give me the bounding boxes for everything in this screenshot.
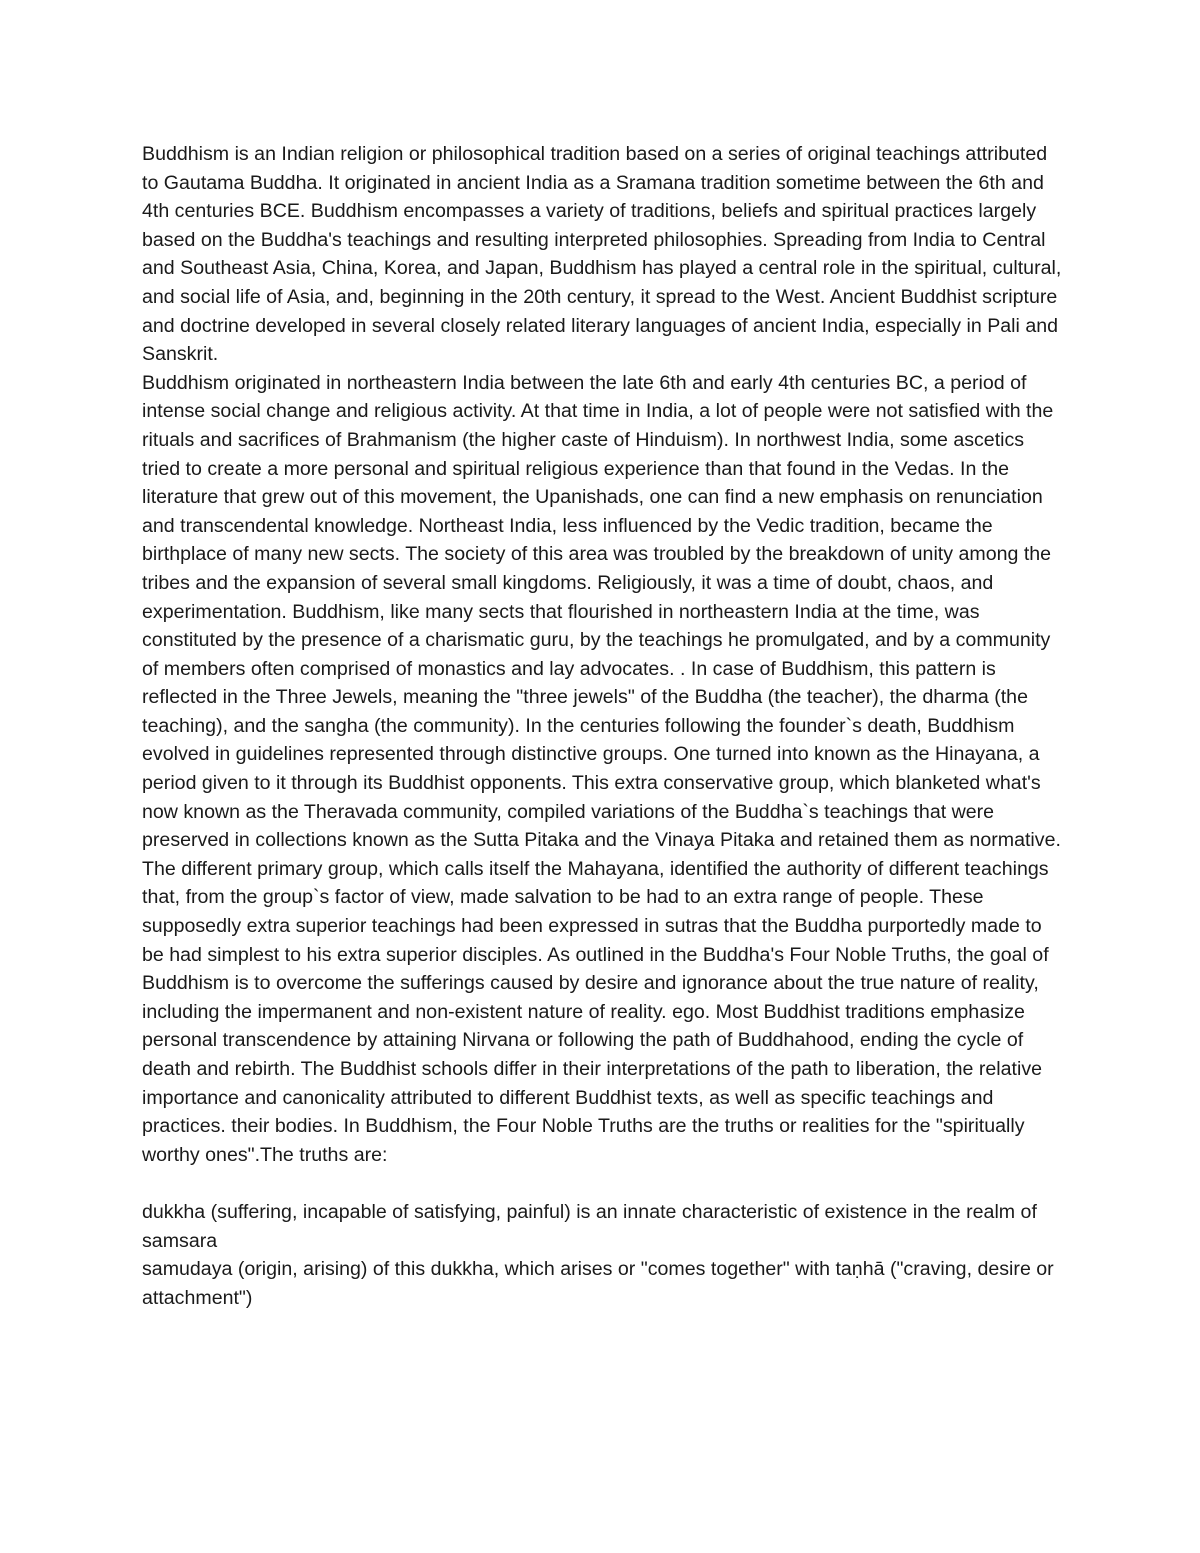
truth-dukkha: dukkha (suffering, incapable of satisfying, painful) is an innate characteristic of existence in the realm of samsara [142, 1200, 1037, 1252]
blank-line [142, 1169, 1062, 1198]
document-body [142, 140, 1062, 1312]
paragraph-buddhism-intro: Buddhism is an Indian religion or philosophical tradition based on a series of original teachings attributed to Gautama Buddha. It originated in ancient India as a Sramana tradition sometime between the 6th and 4th centuries BCE. Buddhism encompasses a variety of traditions, beliefs and spiritual practices largely based on the Buddha's teachings and resulting interpreted philosophies. Spreading from India to Central and Southeast Asia, China, Korea, and Japan, Buddhism has played a central role in the spiritual, cultural, and social life of Asia, and, beginning in the 20th century, it spread to the West. Ancient Buddhist scripture and doctrine developed in several closely related literary languages of ancient India, especially in Pali and Sanskrit. [142, 143, 1062, 366]
truth-samudaya: samudaya (origin, arising) of this dukkha, which arises or "comes together" with taṇhā ("craving, desire or attachment") [142, 1258, 1054, 1309]
paragraph-buddhism-origins: Buddhism originated in northeastern India between the late 6th and early 4th centuries BC, a period of intense social change and religious activity. At that time in India, a lot of people were not satisfied with the rituals and sacrifices of Brahmanism (the higher caste of Hinduism). In northwest India, some ascetics tried to create a more personal and spiritual religious experience than that found in the Vedas. In the literature that grew out of this movement, the Upanishads, one can find a new emphasis on renunciation and transcendental knowledge. Northeast India, less influenced by the Vedic tradition, became the birthplace of many new sects. The society of this area was troubled by the breakdown of unity among the tribes and the expansion of several small kingdoms. Religiously, it was a time of doubt, chaos, and experimentation. Buddhism, like many sects that flourished in northeastern India at the time, was constituted by the presence of a charismatic guru, by the teachings he promulgated, and by a community of members often comprised of monastics and lay advocates. . In case of Buddhism, this pattern is reflected in the Three Jewels, meaning the "three jewels" of the Buddha (the teacher), the dharma (the teaching), and the sangha (the community). In the centuries following the founder`s death, Buddhism evolved in guidelines represented through distinctive groups. One turned into known as the Hinayana, a period given to it through its Buddhist opponents. This extra conservative group, which blanketed what's now known as the Theravada community, compiled variations of the Buddha`s teachings that were preserved in collections known as the Sutta Pitaka and the Vinaya Pitaka and retained them as normative. The different primary group, which calls itself the Mahayana, identified the authority of different teachings that, from the group`s factor of view, made salvation to be had to an extra range of people. These supposedly extra superior teachings had been expressed in sutras that the Buddha purportedly made to be had simplest to his extra superior disciples. As outlined in the Buddha's Four Noble Truths, the goal of Buddhism is to overcome the sufferings caused by desire and ignorance about the true nature of reality, including the impermanent and non-existent nature of reality. ego. Most Buddhist traditions emphasize personal transcendence by attaining Nirvana or following the path of Buddhahood, ending the cycle of death and rebirth. The Buddhist schools differ in their interpretations of the path to liberation, the relative importance and canonicality attributed to different Buddhist texts, as well as specific teachings and practices. their bodies. In Buddhism, the Four Noble Truths are the truths or realities for the "spiritually worthy ones".The truths are: [142, 371, 1061, 1166]
